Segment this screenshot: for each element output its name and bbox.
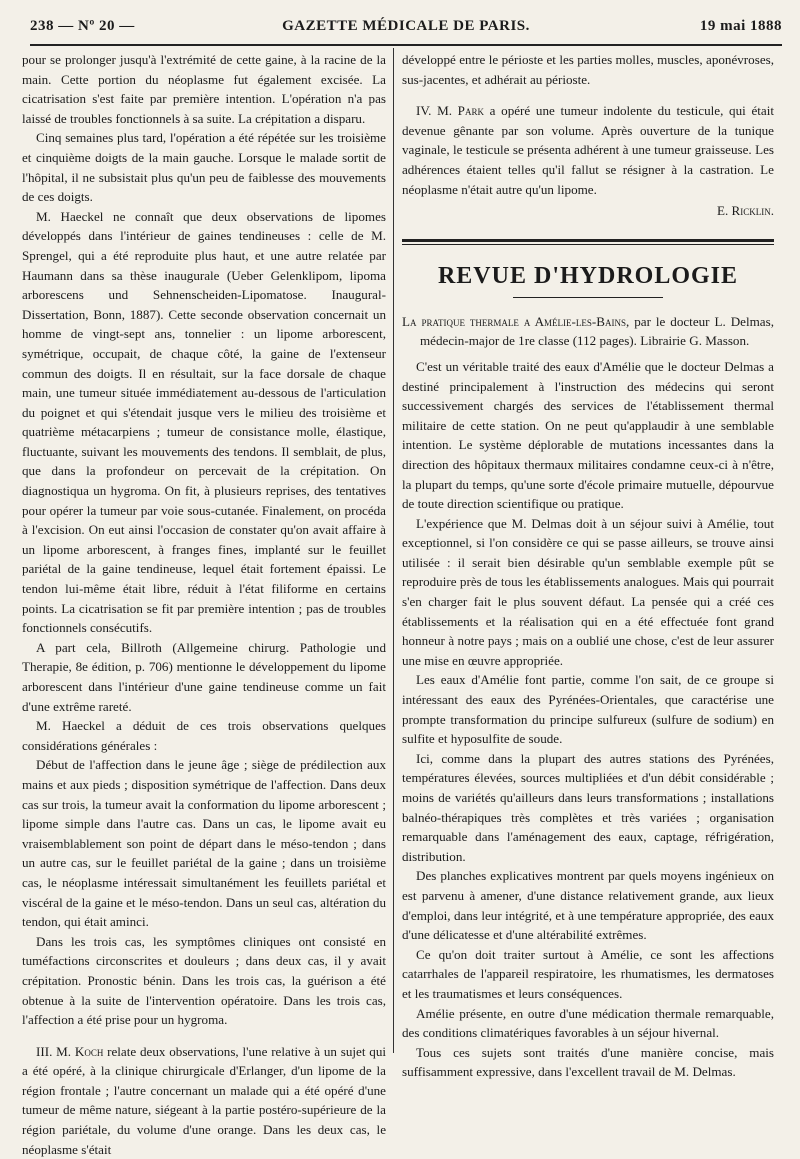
right-continuation: développé entre le périoste et les parties molles, muscles, aponévroses, sus-jacentes, et adhérait au périoste. — [402, 52, 774, 87]
left-paragraph-6: Début de l'affection dans le jeune âge ; siège de prédilection aux mains et aux pieds ; disposition symétrique de l'affection. Dans deux cas sur trois, la tumeur avait la conformation du lipome arborescent ; lipome simple dans l'autre cas. Dans un cas, le lipome avait eu vraisemblablement son point de départ dans le méso-tendon ; dans un autre cas, sur le feuillet pariétal de la gaine ; dans un troisième cas, le néoplasme intéressait simultanément les feuillets pariétal et viscéral de la gaine et le méso-tendon. Dans un seul cas, altération du tendon, qui était aminci. — [22, 757, 386, 930]
observation-4-lead: IV. M. Park — [416, 103, 484, 119]
section-title: REVUE D'HYDROLOGIE — [437, 262, 739, 289]
right-paragraph-6: Ce qu'on doit traiter surtout à Amélie, ce sont les affections catarrhales de l'appareil respiratoire, les rhumatismes, les dermatoses et les traumatismes et leurs conséquences. — [402, 946, 774, 1001]
right-paragraph-2: L'expérience que M. Delmas doit à un séjour suivi à Amélie, tout exceptionnel, si l'on considère ce qui se passe ailleurs, se trouve ainsi utilisée : il serait bien désirable qu'un semblable exemple pût se reproduire près de tous les établissements analogues. Mais qui pourrait s'en charger fait le plus souvent défaut. La pensée qui a créé ces établissements et la réalisation qui en a été effectuée font grand honneur à notre pays ; mais on a oublié une chose, c'est de leur assurer une mise en œuvre appropriée. — [402, 515, 774, 668]
right-paragraph-3: Les eaux d'Amélie font partie, comme l'on sait, de ce groupe si intéressant des eaux des Pyrénées-Orientales, que caractérise une prompte transformation du principe sulfureux (sulfure de sodium) en sulfite et hyposulfite de soude. — [402, 672, 774, 747]
right-column — [402, 50, 774, 1080]
book-details: , par le docteur L. Delmas, médecin-major de 1re classe (112 pages). Librairie G. Masson. — [420, 313, 774, 349]
left-paragraph-5: M. Haeckel a déduit de ces trois observations quelques considérations générales : — [22, 718, 386, 753]
observation-3 — [22, 1042, 386, 1159]
left-paragraph-4: A part cela, Billroth (Allgemeine chirurg. Pathologie und Therapie, 8e édition, p. 706) mentionne le développement du lipome arborescent dans l'intérieur d'une gaine tendineuse comme un fait d'une extrême rareté. — [22, 639, 386, 714]
page-header — [30, 14, 782, 40]
right-paragraph-5: Des planches explicatives montrent par quels moyens ingénieux on est parvenu à amener, d'une distance relativement grande, aux lieux d'emploi, dans leur intégrité, et à une température appropriée, des eaux d'une délicatesse et d'une altérabilité extrêmes. — [402, 868, 774, 943]
issue-date: 19 mai 1888 — [699, 18, 782, 34]
page-number: 238 — Nº 20 — — [30, 18, 135, 34]
left-paragraph-7: Dans les trois cas, les symptômes cliniques ont consisté en tuméfactions circonscrites et douleurs ; dans deux cas, il y avait crépitation. Pronostic bénin. Dans les trois cas, la guérison a été obtenue à la suite de l'intervention opératoire. Dans les trois cas, l'affection a été prise pour un hygroma. — [22, 933, 386, 1028]
book-reference — [402, 312, 774, 351]
right-paragraph-4: Ici, comme dans la plupart des autres stations des Pyrénées, températures élevées, sources multipliées et d'un débit considérable ; moins de variétés qu'ailleurs dans leurs transformations ; installations balnéo-thérapiques très complètes et très variées ; organisation remarquable dans l'aménagement des eaux, captage, réfrigération, distribution. — [402, 750, 774, 864]
journal-title: GAZETTE MÉDICALE DE PARIS. — [282, 18, 530, 34]
observation-3-lead: III. M. Koch — [36, 1043, 104, 1059]
section-separator — [402, 239, 774, 245]
header-rule — [30, 44, 782, 46]
left-paragraph-3: M. Haeckel ne connaît que deux observations de lipomes développés dans l'intérieur de gaines tendineuses : celle de M. Sprengel, qui a été reproduite plus haut, et une autre relatée par Haumann dans sa thèse inaugurale (Ueber Gelenklipom, lipoma arborescens und Sehnenscheiden-Lipomatose. Inaugural-Dissertation, Bonn, 1887). Cette seconde observation concernait un homme de vingt-sept ans, tonnelier : un lipome arborescent, symétrique, occupait, de chaque côté, la gaine de l'extenseur commun des doigts. Il en résultait, sur la face dorsale de chaque main, une tumeur située immédiatement au-dessous de l'articulation du poignet et qui s'étendait jusque vers le milieu des troisième et quatrième métacarpiens ; tumeur de consistance molle, élastique, fluctuante, suivant les mouvements des tendons. Il semblait, de plus, que dans la profondeur on percevait de la crépitation. On diagnostiqua un hygroma. On fit, à plusieurs reprises, des tentatives pour opérer la tumeur par voie sous-cutanée. Finalement, on procéda à l'excision. On eut ainsi l'occasion de constater qu'on avait affaire à un lipome arborescent, à franges fines, implanté sur le feuillet pariétal de la gaine tendineuse, lequel était fortement épaissi. Le tendon lui-même était libre, réduit à l'état filiforme en certains points. La cicatrisation se fit par première intention ; pas de troubles fonctionnels consécutifs. — [22, 208, 386, 636]
left-paragraph-2: Cinq semaines plus tard, l'opération a été répétée sur les troisième et cinquième doigts de la main gauche. Lorsque le malade sortit de l'hôpital, il ne subsistait plus qu'un peu de faiblesse des mouvements de ces doigts. — [22, 130, 386, 205]
observation-3-text: relate deux observations, l'une relative à un sujet qui a été opéré, à la clinique chirurgicale d'Erlanger, d'un lipome de la région frontale ; l'autre concernant un malade qui a été opéré d'une tumeur de même nature, siégeant à la partie postéro-supérieure de la région pariétale, du volume d'une orange. Dans les deux cas, le néoplasme s'était — [22, 1043, 386, 1157]
observation-4-text: a opéré une tumeur indolente du testicule, qui était devenue gênante par son volume. Après ouverture de la tunique vaginale, le testicule se présenta adhérent à une tumeur graisseuse. Les adhérences étaient telles qu'il fallut se résigner à la castration. Le néoplasme n'était autre qu'un lipome. — [402, 103, 774, 197]
left-paragraph-1: pour se prolonger jusqu'à l'extrémité de cette gaine, à la racine de la main. Cette portion du néoplasme fut également excisée. La cicatrisation s'est faite par première intention. L'opération n'a pas laissé de troubles fonctionnels à sa suite. La crépitation a disparu. — [22, 52, 386, 126]
column-divider — [393, 48, 394, 1053]
right-paragraph-8: Tous ces sujets sont traités d'une manière concise, mais suffisamment expressive, dans l'excellent travail de M. Delmas. — [402, 1044, 774, 1080]
section-title-rule — [513, 297, 663, 298]
observation-4 — [402, 101, 774, 199]
book-title: La pratique thermale a Amélie-les-Bains — [402, 313, 626, 329]
right-paragraph-7: Amélie présente, en outre d'une médication thermale remarquable, des conditions climatériques favorables à un séjour hivernal. — [402, 1005, 774, 1041]
author-signature: E. Ricklin. — [716, 203, 774, 219]
left-column — [22, 50, 386, 1157]
right-paragraph-1: C'est un véritable traité des eaux d'Amélie que le docteur Delmas a destiné principalement à l'instruction des médecins qui seront successivement chargés des services de l'établissement thermal militaire de cette station. On ne peut qu'applaudir à une semblable intention. Le système déplorable de mutations incessantes dans la direction des hôpitaux thermaux militaires condamne ceux-ci à n'être, la plupart du temps, qu'une sorte d'école primaire mutuelle, dépourvue de toute direction scientifique ou pratique. — [402, 358, 774, 512]
